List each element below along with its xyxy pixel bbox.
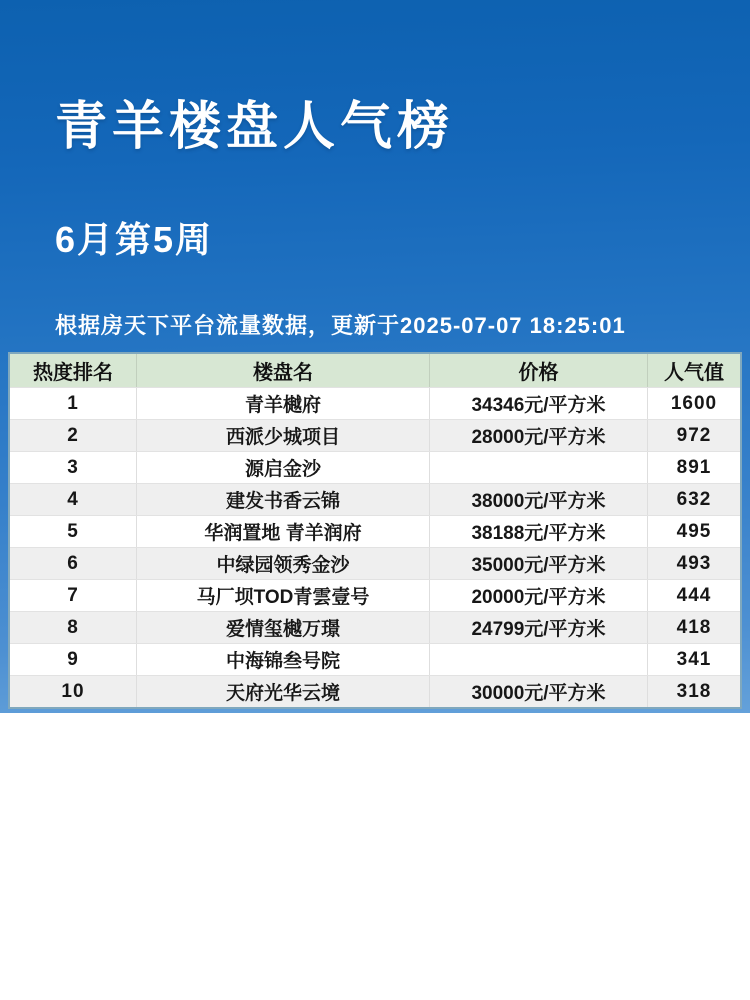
popularity-cell: 444 [676,584,712,606]
popularity-cell: 493 [676,552,712,574]
rank-cell: 4 [10,484,137,515]
rank-cell: 6 [10,548,137,579]
price-cell: 24799元/平方米 [430,612,648,643]
name-cell: 马厂坝TOD青雲壹号 [137,580,430,611]
price-cell: 20000元/平方米 [430,580,648,611]
price-cell: 38188元/平方米 [430,516,648,547]
name-cell: 天府光华云境 [137,676,430,707]
rank-cell: 7 [10,580,137,611]
table-row [10,547,740,579]
name-cell: 中海锦叁号院 [137,644,430,675]
price-cell [430,452,648,483]
price-cell: 38000元/平方米 [430,484,648,515]
popularity-cell: 495 [676,520,712,542]
name-cell: 青羊樾府 [137,388,430,419]
column-header-popularity: 人气值 [664,362,724,384]
name-cell: 西派少城项目 [137,420,430,451]
table-row [10,387,740,419]
name-cell: 华润置地 青羊润府 [137,516,430,547]
column-header-name: 楼盘名 [137,354,430,387]
rank-cell: 5 [10,516,137,547]
ranking-table [8,352,742,709]
table-header-row [10,354,740,387]
popularity-cell: 891 [676,456,712,478]
popularity-cell: 418 [676,616,712,638]
rank-cell: 2 [10,420,137,451]
popularity-cell: 318 [676,680,712,702]
table-row [10,515,740,547]
popularity-cell: 1600 [670,392,718,414]
popularity-cell: 341 [676,648,712,670]
name-cell: 中绿园领秀金沙 [137,548,430,579]
popularity-cell: 632 [676,488,712,510]
table-row [10,419,740,451]
price-cell: 34346元/平方米 [430,388,648,419]
name-cell: 源启金沙 [137,452,430,483]
table-row [10,611,740,643]
period-label: 6月第5周 [55,218,214,260]
table-row [10,675,740,707]
price-cell: 30000元/平方米 [430,676,648,707]
price-cell [430,644,648,675]
rank-cell: 1 [10,388,137,419]
data-source-note: 根据房天下平台流量数据，更新于2025-07-07 18:25:01 [55,312,626,338]
page-title: 青羊楼盘人气榜 [55,98,455,156]
table-row [10,451,740,483]
rank-cell: 8 [10,612,137,643]
rank-cell: 10 [10,676,137,707]
table-row [10,643,740,675]
name-cell: 建发书香云锦 [137,484,430,515]
price-cell: 28000元/平方米 [430,420,648,451]
table-body [10,387,740,707]
table-row [10,483,740,515]
rank-cell: 9 [10,644,137,675]
column-header-price: 价格 [430,354,648,387]
table-row [10,579,740,611]
hero-text-block [0,0,750,340]
popularity-cell: 972 [676,424,712,446]
rank-cell: 3 [10,452,137,483]
name-cell: 爱情玺樾万璟 [137,612,430,643]
price-cell: 35000元/平方米 [430,548,648,579]
column-header-rank: 热度排名 [10,354,137,387]
